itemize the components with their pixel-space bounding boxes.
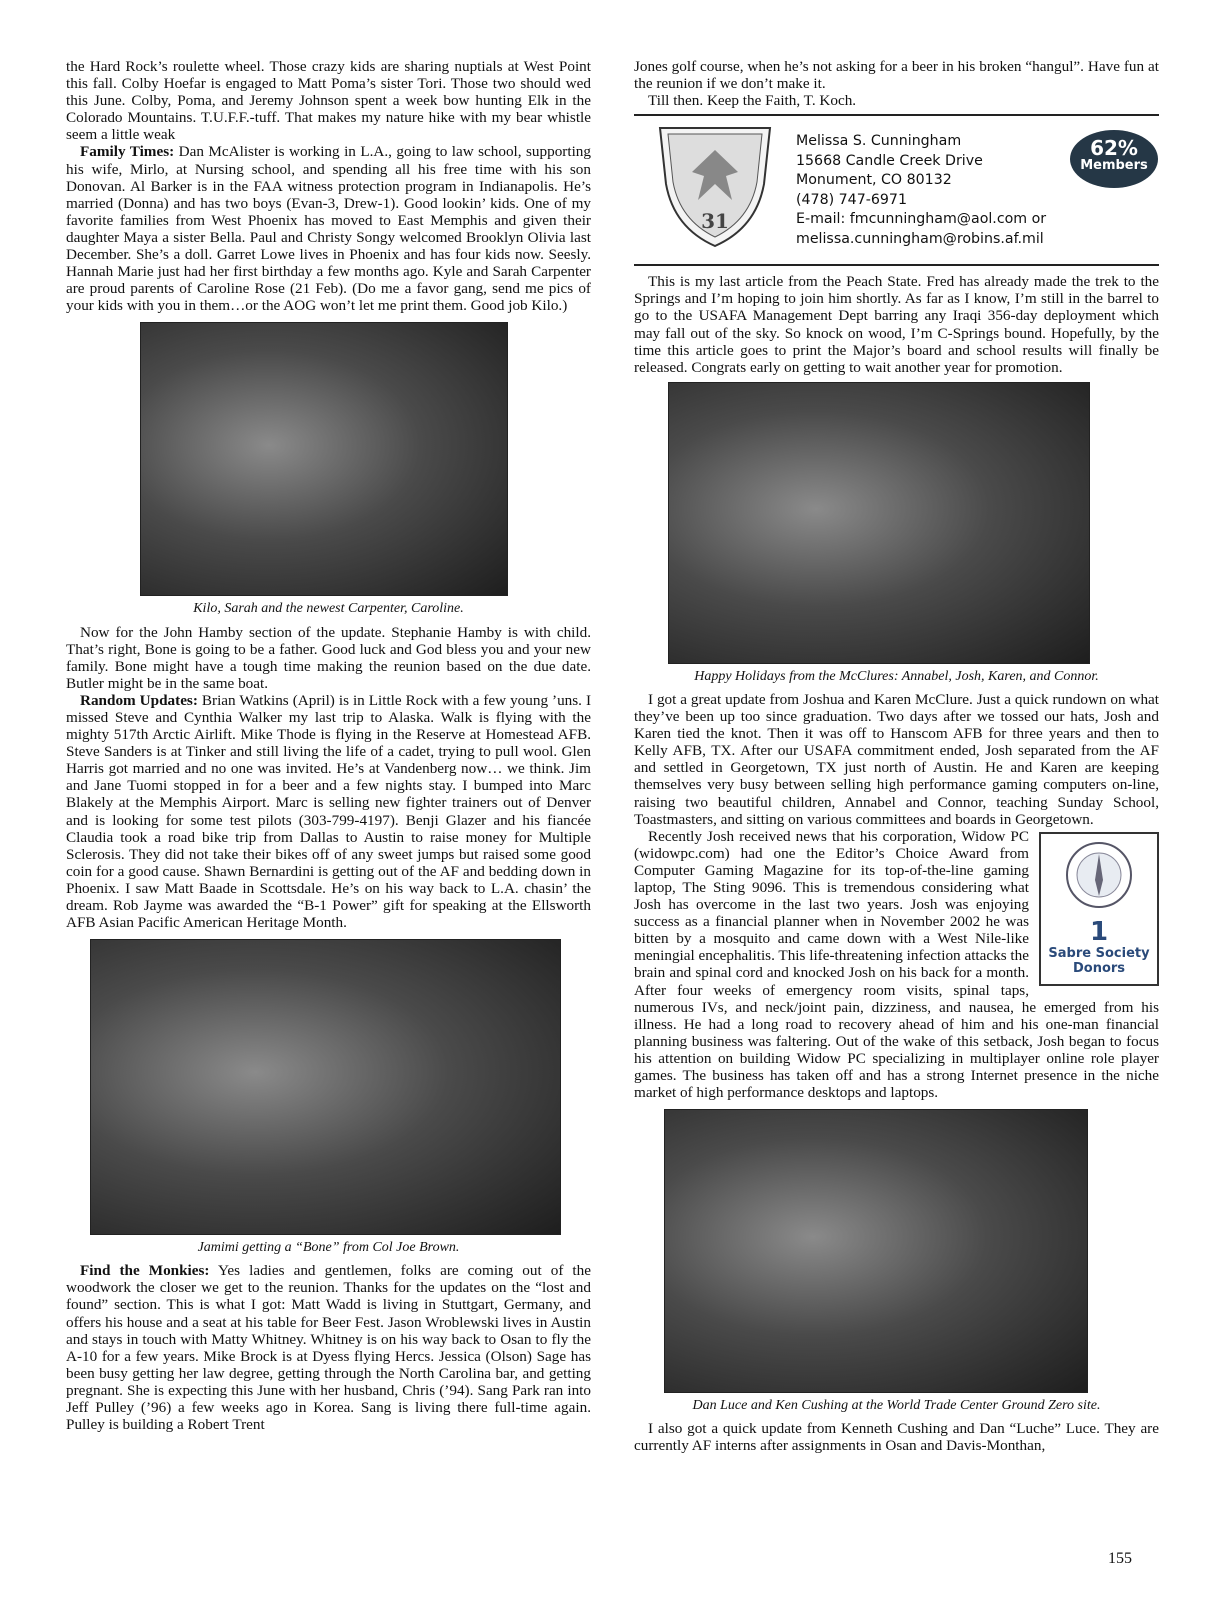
photo-award-ceremony (90, 939, 561, 1235)
family-times-text: Dan McAlister is working in L.A., going to law school, supporting his wife, Mirlo, at Nursing school, and spending all his free time with his son Donovan. Al Barker is in the FAA witness protection program in Indianapolis. He’s married (Donna) and has two boys (Evan-3, Drew-1). Good lookin’ kids. One of my favorite families from West Phoenix has moved to East Memphis and given their daughter Maya a sister Bella. Paul and Christy Songy welcomed Brooklyn Olivia last December. She’s a doll. Garret Lowe lives in Phoenix and has four kids now. Seesly. Hannah Marie just had her first birthday a few months ago. Kyle and Sarah Carpenter are proud parents of Caroline Rose (21 Feb). (Do me a favor gang, send me pics of your kids with you in them…or the AOG won’t let me print them. Good job Kilo.) (66, 143, 591, 315)
contact-email-2: melissa.cunningham@robins.af.mil (796, 230, 1044, 247)
right-column (634, 58, 1159, 1454)
crest-number: 31 (701, 209, 729, 234)
left-column (66, 58, 591, 1433)
sabre-society-seal-icon (1064, 840, 1134, 910)
photo-mcclure-family (668, 382, 1090, 664)
contact-email-1: E-mail: fmcunningham@aol.com or (796, 211, 1047, 228)
divider-bottom (634, 264, 1159, 266)
find-monkies-paragraph (66, 1262, 591, 1433)
hamby-paragraph: Now for the John Hamby section of the update. Stephanie Hamby is with child. That’s right, Bone is going to be a father. Good luck and God bless you and your new family. Bone might have a tough time making the reunion based on the due date. Butler might be in the same boat. (66, 623, 591, 692)
random-updates-paragraph (66, 692, 591, 931)
cushing-luce-paragraph: I also got a quick update from Kenneth Cushing and Dan “Luche” Luce. They are currently AF interns after assignments in Osan and Davis-Monthan, (634, 1420, 1159, 1455)
random-updates-heading: Random Updates: (80, 691, 198, 709)
caption-mcclure: Happy Holidays from the McClures: Annabel, Josh, Karen, and Connor. (694, 668, 1099, 684)
contact-block (634, 116, 1159, 264)
members-label: Members (1080, 158, 1148, 174)
find-monkies-text: Yes ladies and gentlemen, folks are coming out of the woodwork the closer we get to the reunion. Thanks for the updates on the “lost and found” section. This is what I got: Matt Wadd is living in Stuttgart, Germany, and offers his house and a seat at his table for Beer Fest. Jason Wroblewski lives in Austin and stays in touch with Matty Whitney. Whitney is on his way back to Osan to fly the A-10 for a few years. Mike Brock is at Dyess flying Hercs. Jessica (Olson) Sage has been busy getting her law degree, getting through the North Carolina bar, and getting pregnant. She is expecting this June with her husband, Chris (’94). Sang Park ran into Jeff Pulley (’96) a few weeks ago in Korea. Sang is living there full-time again. Pulley is building a Robert Trent (66, 1262, 591, 1434)
sabre-label-2: Donors (1072, 960, 1126, 976)
find-monkies-heading: Find the Monkies: (80, 1262, 210, 1280)
photo-ground-zero (664, 1109, 1088, 1393)
family-times-paragraph (66, 143, 591, 314)
contact-street: 15668 Candle Creek Drive (796, 152, 983, 169)
mcclure-paragraph: I got a great update from Joshua and Karen McClure. Just a quick rundown on what they’ve been up too since graduation. Two days after we tossed our hats, Josh and Karen tied the knot. Then it was off to Hanscom AFB for three years and then to Kelly AFB, TX. After our USAFA commitment ended, Josh separated from the AF and settled in Georgetown, TX just north of Austin. He and Karen are keeping themselves very busy between selling high performance gaming computers on-line, raising two beautiful children, Annabel and Connor, teaching Sunday School, Toastmasters, and sitting on various committees and boards in Georgetown. (634, 690, 1159, 828)
family-times-heading: Family Times: (80, 143, 175, 161)
signoff: Till then. Keep the Faith, T. Koch. (648, 92, 857, 110)
sabre-label-1: Sabre Society (1048, 945, 1150, 961)
left-paragraph-1: the Hard Rock’s roulette wheel. Those crazy kids are sharing nuptials at West Point this fall. Colby Hoefar is engaged to Matt Poma’s sister Tori. Those two should wed this June. Colby, Poma, and Jeremy Johnson spent a week bow hunting Elk in the Colorado Mountains. T.U.F.F.-tuff. That makes my nature hike with my bear whistle seem a little weak (66, 58, 591, 144)
sabre-society-box (1039, 832, 1159, 986)
caption-ground-zero: Dan Luce and Ken Cushing at the World Trade Center Ground Zero site. (692, 1398, 1101, 1414)
caption-award: Jamimi getting a “Bone” from Col Joe Brown. (197, 1240, 460, 1256)
contact-city: Monument, CO 80132 (796, 172, 952, 189)
members-badge (1070, 130, 1158, 188)
photo-carpenter-family (140, 322, 508, 596)
caption-carpenter: Kilo, Sarah and the newest Carpenter, Caroline. (193, 601, 464, 617)
sabre-count: 1 (1089, 916, 1109, 947)
contact-info (796, 132, 1046, 249)
contact-phone: (478) 747-6971 (796, 191, 907, 208)
page-number: 155 (1108, 1550, 1132, 1567)
peach-state-paragraph: This is my last article from the Peach State. Fred has already made the trek to the Springs and I’m hoping to join him shortly. As far as I know, I’m still in the barrel to go to the USAFA Management Dept barring any Iraqi 356-day deployment which may fall out of the sky. So knock on wood, I’m C-Springs bound. Hopefully, by the time this article goes to print the Major’s board and school results will finally be released. Congrats early on getting to wait another year for promotion. (634, 273, 1159, 376)
right-paragraph-1: Jones golf course, when he’s not asking for a beer in his broken “hangul”. Have fun at the reunion if we don’t make it. (634, 58, 1159, 93)
members-percent: 62% (1090, 136, 1138, 161)
contact-name: Melissa S. Cunningham (796, 133, 962, 150)
widow-pc-paragraph: Recently Josh received news that his corporation, Widow PC (widowpc.com) had one the Editor’s Choice Award from Computer Gaming Magazine for its top-of-the-line gaming laptop, The Sting 9096. This is tremendous considering what Josh has overcome in the last two years. Josh was enjoying success as a financial planner when in November 2002 he was bitten by a mosquito and came down with a West Nile-like meningial encephalitis. This life-threatening infection attacks the brain and spinal cord and knocked Josh on his back for a month. After four weeks of emergency room visits, spinal taps, numerous IVs, and neck/joint pain, dizziness, and nausea, he emerged from his illness. He had a long road to recovery ahead of him and his one-man financial planning business was faltering. Out of the wake of this setback, Josh began to focus his attention on building Widow PC specializing in multiplayer online role player games. The business has taken off and has a strong Internet presence in the niche market of high performance desktops and laptops. (634, 827, 1159, 1102)
random-updates-text: Brian Watkins (April) is in Little Rock with a few young ’uns. I missed Steve and Cynthia Walker my last trip to Alaska. Walk is flying with the mighty 517th Arctic Airlift. Mike Thode is flying in the Reserve at Homestead AFB. Steve Sanders is at Tinker and still living the life of a cadet, trying to pull wool. Glen Harris got married and no one was invited. He’s at Vandenberg now… we think. Jim and Jane Tuomi stopped in for a beer and a few nights stay. I bumped into Marc Blakely at the Memphis Airport. Marc is selling new fighter trainers out of Denver and is looking for some test pilots (303-799-4197). Benji Glazer and his fiancée Claudia took a road bike trip from Dallas to Austin to raise money for Multiple Sclerosis. They did not take their bikes off of any sweet jumps but raised some good coin for a good cause. Shawn Bernardini is getting out of the AF and bedding down in Phoenix. I saw Matt Baade in Scottsdale. He’s on his way back to L.A. chasin’ the dream. Rob Jayme was awarded the “B-1 Power” gift for speaking at the Ellsworth AFB Asian Pacific American Heritage Month. (66, 691, 592, 932)
class-crest-icon (656, 124, 774, 248)
